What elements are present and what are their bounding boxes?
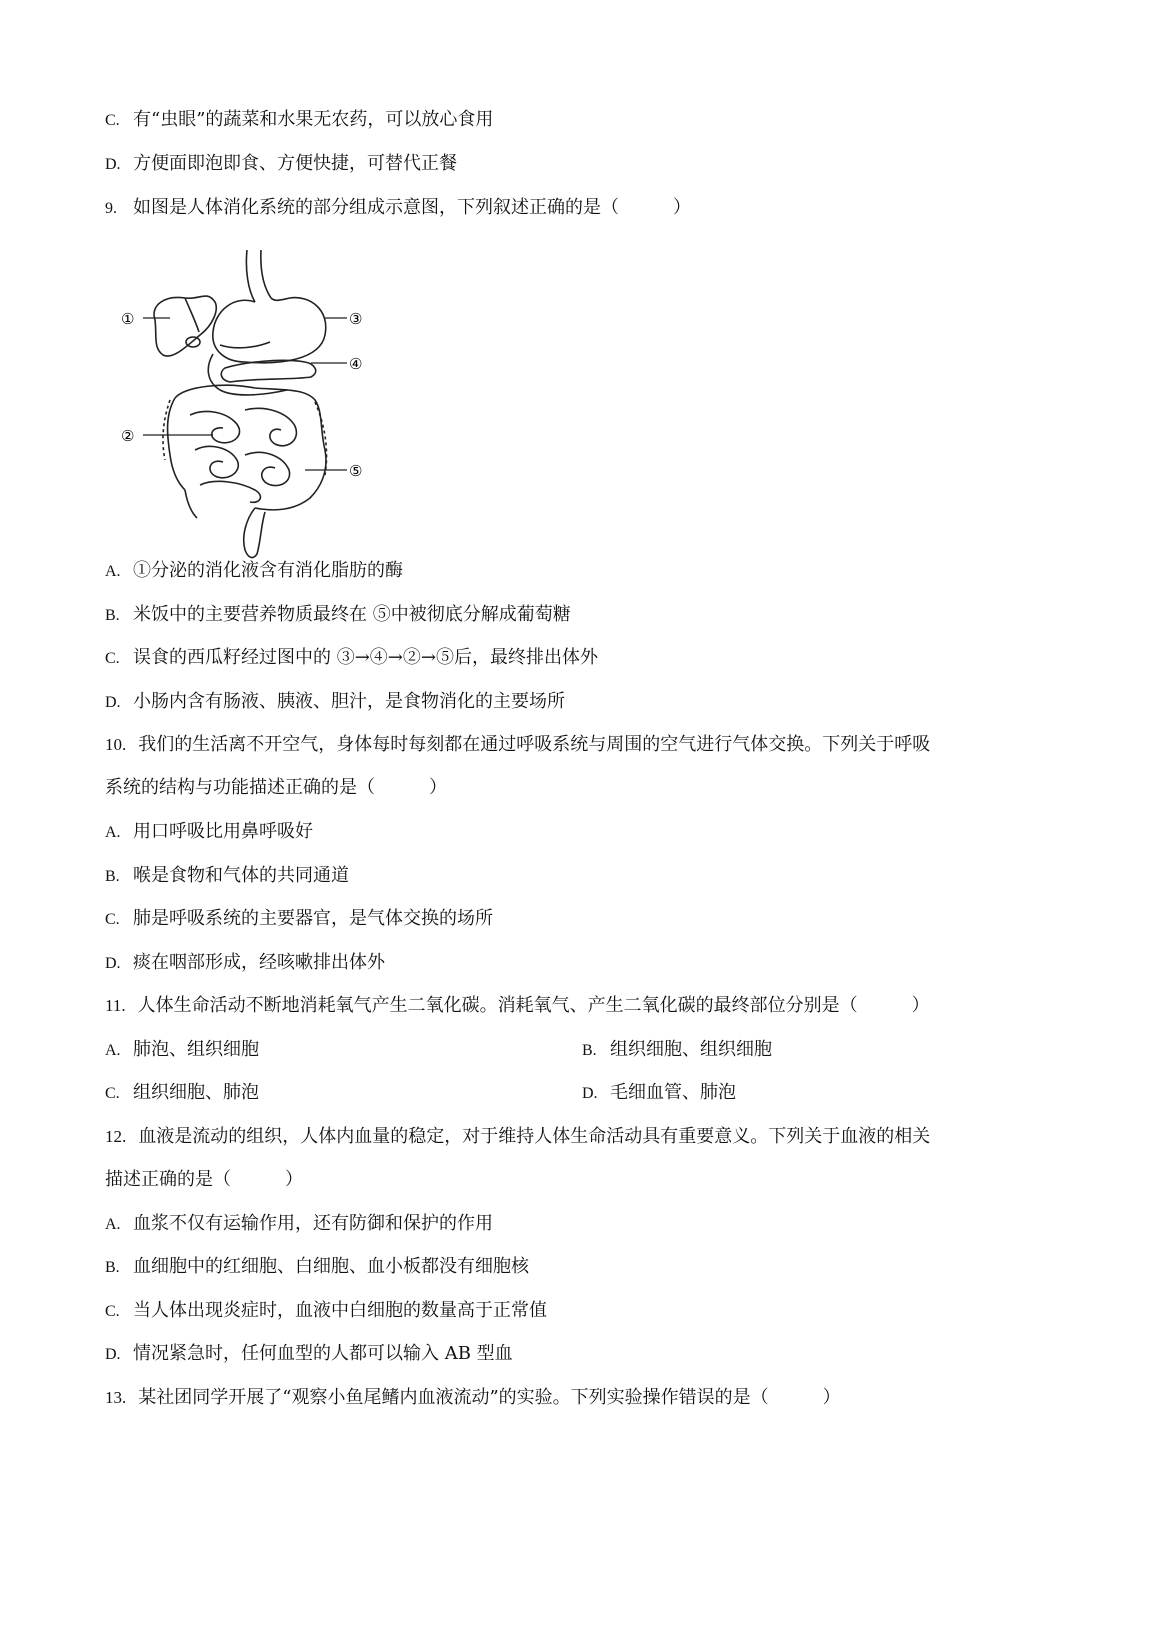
- q11-option-a: A. 肺泡、组织细胞: [105, 1039, 259, 1060]
- q10-stem-line2: 系统的结构与功能描述正确的是（ ）: [105, 777, 447, 798]
- q8-option-d: D. 方便面即泡即食、方便快捷，可替代正餐: [105, 153, 457, 174]
- q12-option-a: A. 血浆不仅有运输作用，还有防御和保护的作用: [105, 1213, 493, 1234]
- q11-option-b: B. 组织细胞、组织细胞: [582, 1039, 772, 1060]
- q10-stem-line1: 10. 我们的生活离不开空气，身体每时每刻都在通过呼吸系统与周围的空气进行气体交换。下列关于呼吸: [105, 734, 931, 755]
- q11-option-c: C. 组织细胞、肺泡: [105, 1082, 259, 1103]
- figure-label-2: ②: [121, 427, 135, 445]
- q8-option-c: C. 有“虫眼”的蔬菜和水果无农药，可以放心食用: [105, 109, 494, 130]
- q11-option-d: D. 毛细血管、肺泡: [582, 1082, 736, 1103]
- digestive-system-figure: [115, 250, 395, 562]
- q10-option-d: D. 痰在咽部形成，经咳嗽排出体外: [105, 952, 385, 973]
- figure-label-5: ⑤: [349, 462, 363, 480]
- q12-option-b: B. 血细胞中的红细胞、白细胞、血小板都没有细胞核: [105, 1256, 529, 1277]
- figure-label-4: ④: [349, 355, 363, 373]
- q11-stem: 11. 人体生命活动不断地消耗氧气产生二氧化碳。消耗氧气、产生二氧化碳的最终部位分别是（ ）: [105, 995, 930, 1016]
- figure-label-3: ③: [349, 310, 363, 328]
- q12-option-c: C. 当人体出现炎症时，血液中白细胞的数量高于正常值: [105, 1300, 547, 1321]
- q9-option-b: B. 米饭中的主要营养物质最终在 ⑤中被彻底分解成葡萄糖: [105, 604, 571, 625]
- q9-option-d: D. 小肠内含有肠液、胰液、胆汁，是食物消化的主要场所: [105, 691, 565, 712]
- q12-stem-line1: 12. 血液是流动的组织，人体内血量的稳定，对于维持人体生命活动具有重要意义。下列关于血液的相关: [105, 1126, 931, 1147]
- q10-option-c: C. 肺是呼吸系统的主要器官，是气体交换的场所: [105, 908, 493, 929]
- q13-stem: 13. 某社团同学开展了“观察小鱼尾鳍内血液流动”的实验。下列实验操作错误的是（ ）: [105, 1387, 841, 1408]
- q9-option-c: C. 误食的西瓜籽经过图中的 ③→④→②→⑤后，最终排出体外: [105, 647, 598, 668]
- q10-option-b: B. 喉是食物和气体的共同通道: [105, 865, 349, 886]
- q12-stem-line2: 描述正确的是（ ）: [105, 1169, 303, 1190]
- q12-option-d: D. 情况紧急时，任何血型的人都可以输入 AB 型血: [105, 1343, 513, 1364]
- figure-label-1: ①: [121, 310, 135, 328]
- q9-stem: 9. 如图是人体消化系统的部分组成示意图，下列叙述正确的是（ ）: [105, 197, 691, 218]
- q10-option-a: A. 用口呼吸比用鼻呼吸好: [105, 821, 313, 842]
- digestive-system-diagram: [115, 250, 395, 562]
- q9-option-a: A. ①分泌的消化液含有消化脂肪的酶: [105, 560, 403, 581]
